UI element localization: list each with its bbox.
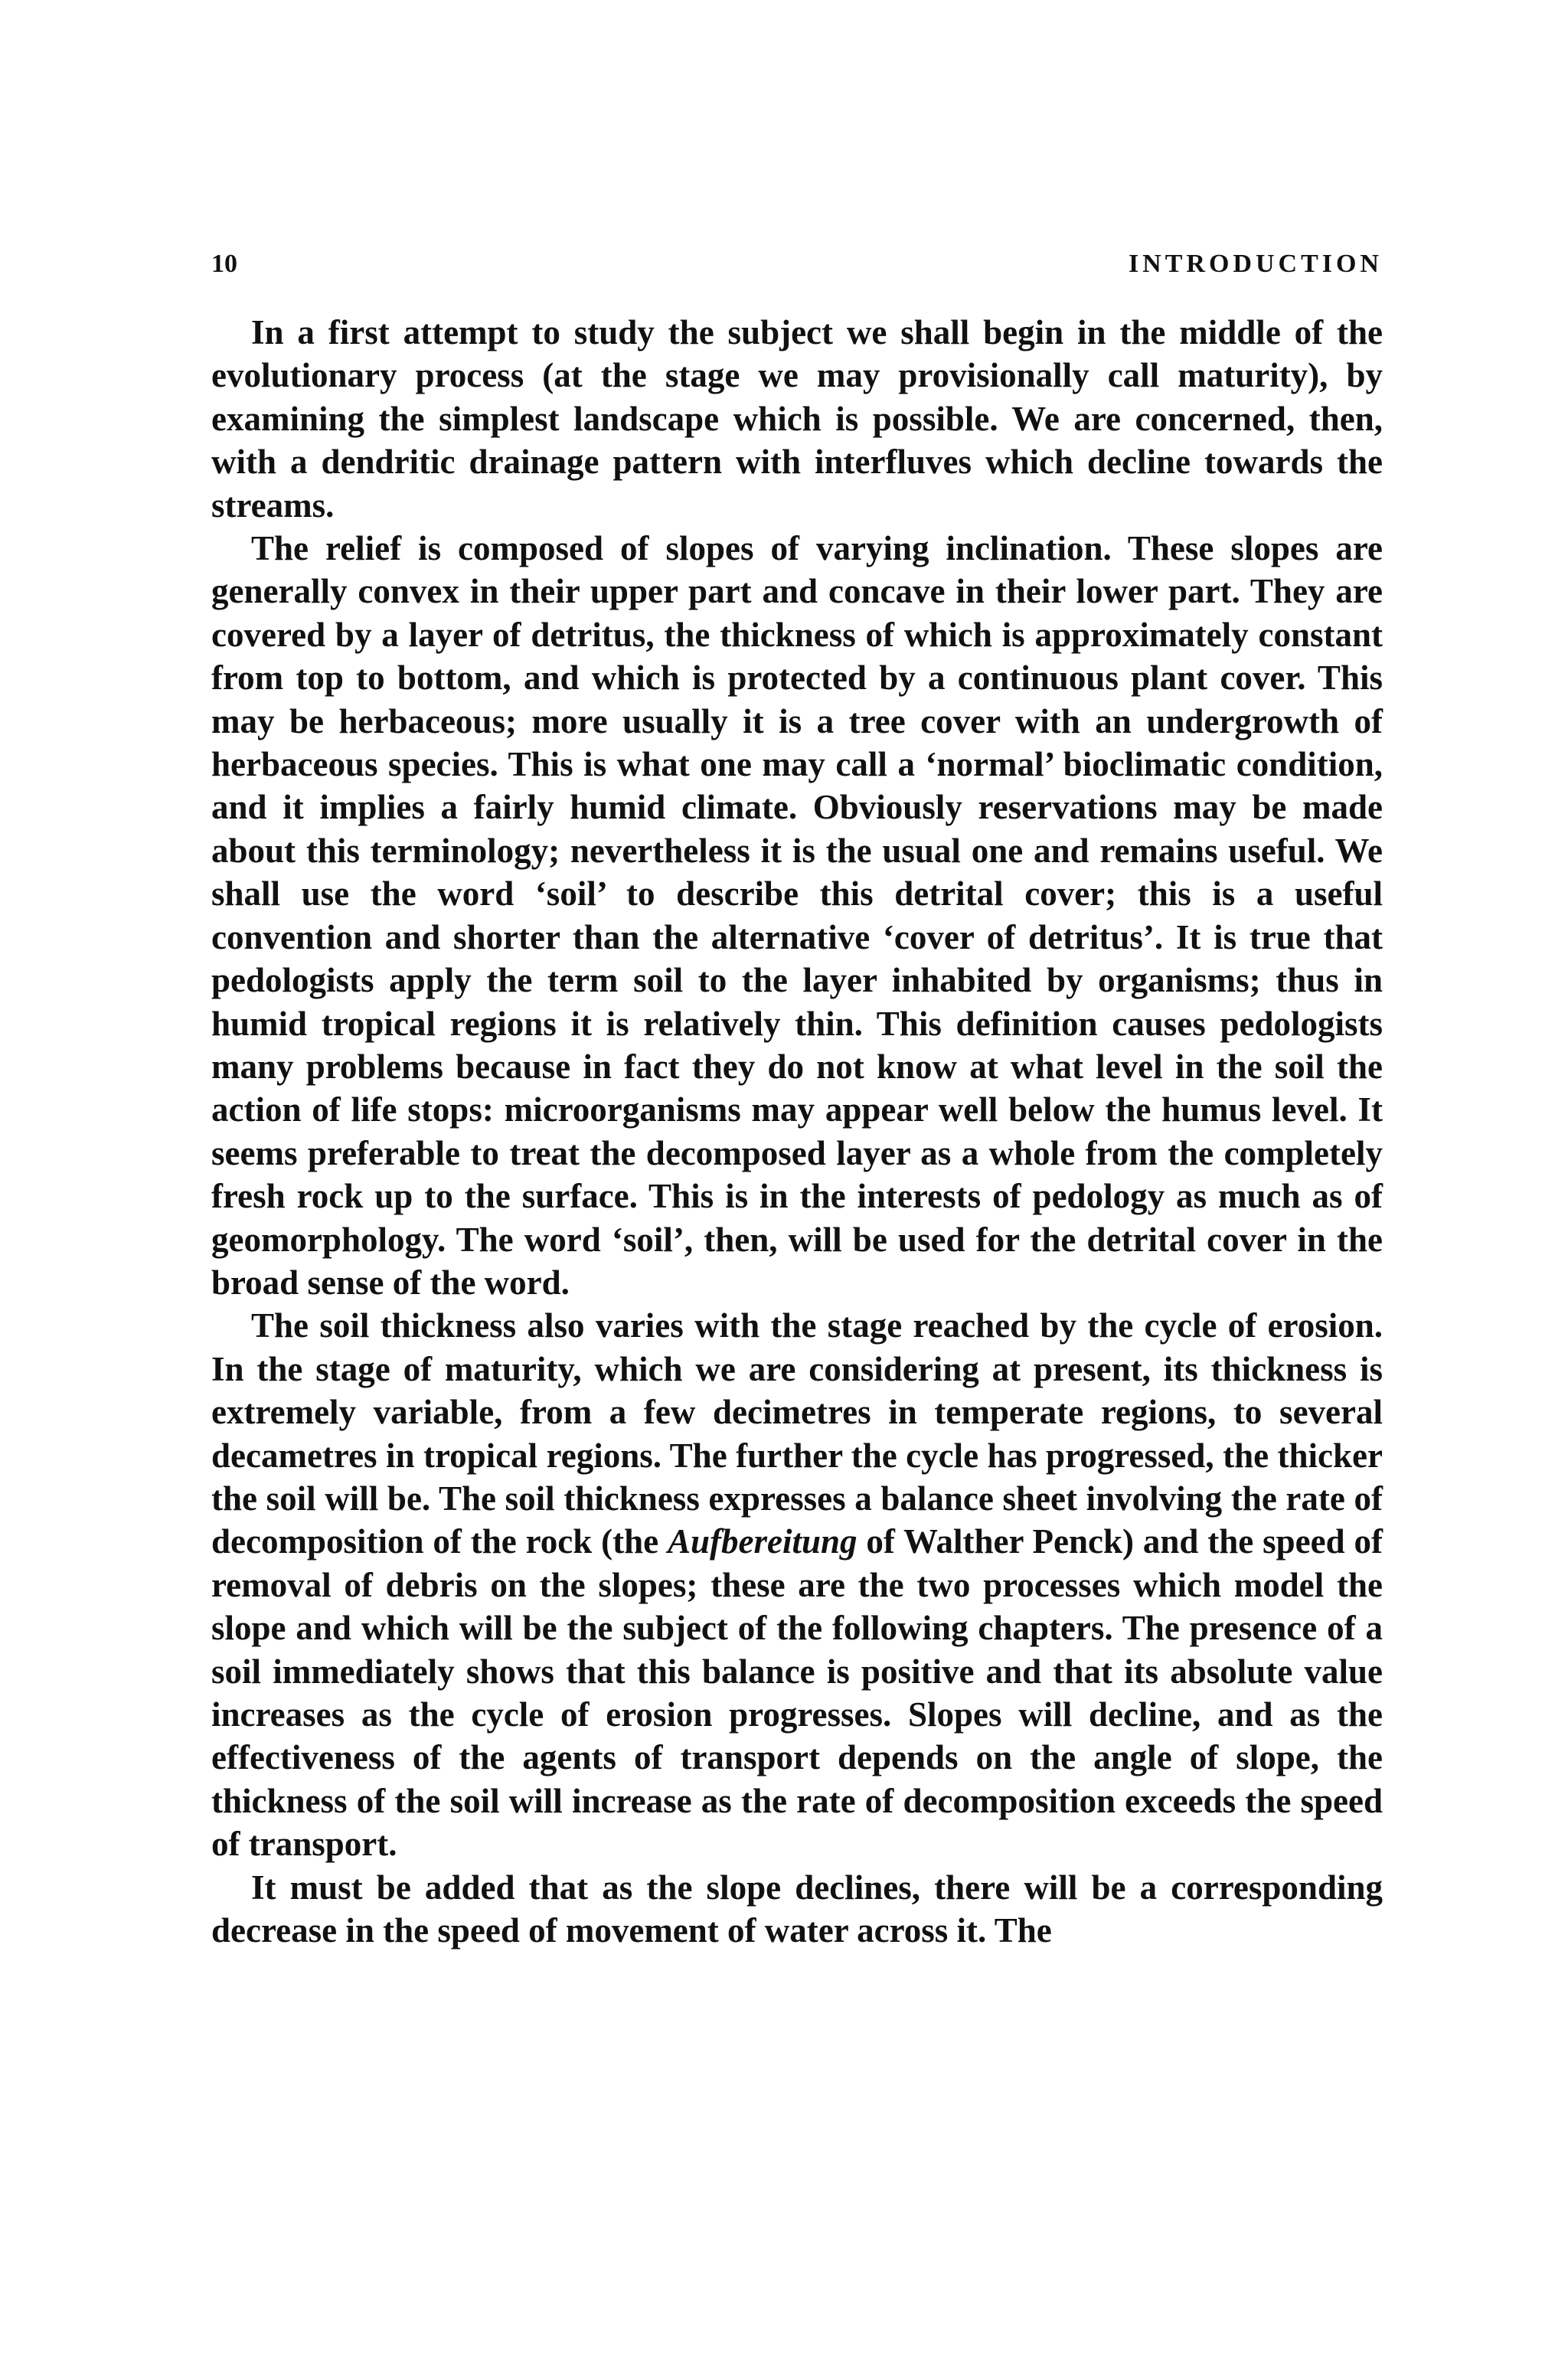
body-text xyxy=(211,311,1383,1952)
paragraph-2: The relief is composed of slopes of varying inclination. These slopes are generally convex in their upper part and concave in their lower part. They are covered by a layer of detritus, the thickness of which is approximately constant from top to bottom, and which is protected by a continuous plant cover. This may be herbaceous; more usually it is a tree cover with an undergrowth of herbaceous species. This is what one may call a ‘normal’ bioclimatic condition, and it implies a fairly humid climate. Obviously reservations may be made about this terminology; nevertheless it is the usual one and remains useful. We shall use the word ‘soil’ to describe this detrital cover; this is a useful convention and shorter than the alternative ‘cover of detritus’. It is true that pedologists apply the term soil to the layer inhabited by organisms; thus in humid tropical regions it is relatively thin. This definition causes pedologists many problems because in fact they do not know at what level in the soil the action of life stops: microorganisms may appear well below the humus level. It seems preferable to treat the decomposed layer as a whole from the completely fresh rock up to the surface. This is in the interests of pedology as much as of geomorphology. The word ‘soil’, then, will be used for the detrital cover in the broad sense of the word. xyxy=(211,529,1383,1302)
running-head xyxy=(211,250,1383,288)
page-number: 10 xyxy=(211,250,237,278)
section-title: INTRODUCTION xyxy=(1128,250,1383,278)
italic-term-aufbereitung: Aufbereitung xyxy=(667,1522,858,1561)
paragraph-3-text-before: The soil thickness also varies with the stage reached by the cycle of erosion. In the stage of maturity, which we are considering at present, its thickness is extremely variable, from a few decimetres in temperate regions, to several decametres in tropical regions. The further the cycle has progressed, the thicker the soil will be. The soil thickness expresses a balance sheet involving the rate of decomposition of the rock (the xyxy=(211,1306,1383,1561)
paragraph-3-text-after: of Walther Penck) and the speed of removal of debris on the slopes; these are the two processes which model the slope and which will be the subject of the following chapters. The presence of a soil immediately shows that this balance is positive and that its absolute value increases as the cycle of erosion progresses. Slopes will decline, and as the effectiveness of the agents of transport depends on the angle of slope, the thickness of the soil will increase as the rate of decomposition exceeds the speed of transport. xyxy=(211,1522,1383,1864)
paragraph-1: In a first attempt to study the subject we shall begin in the middle of the evolutionary process (at the stage we may provisionally call maturity), by examining the simplest landscape which is possible. We are concerned, then, with a dendritic drainage pattern with interfluves which decline towards the streams. xyxy=(211,313,1383,525)
paragraph-4: It must be added that as the slope declines, there will be a corresponding decrease in the speed of movement of water across it. The xyxy=(211,1868,1383,1950)
paragraph-3 xyxy=(211,1304,1383,1865)
